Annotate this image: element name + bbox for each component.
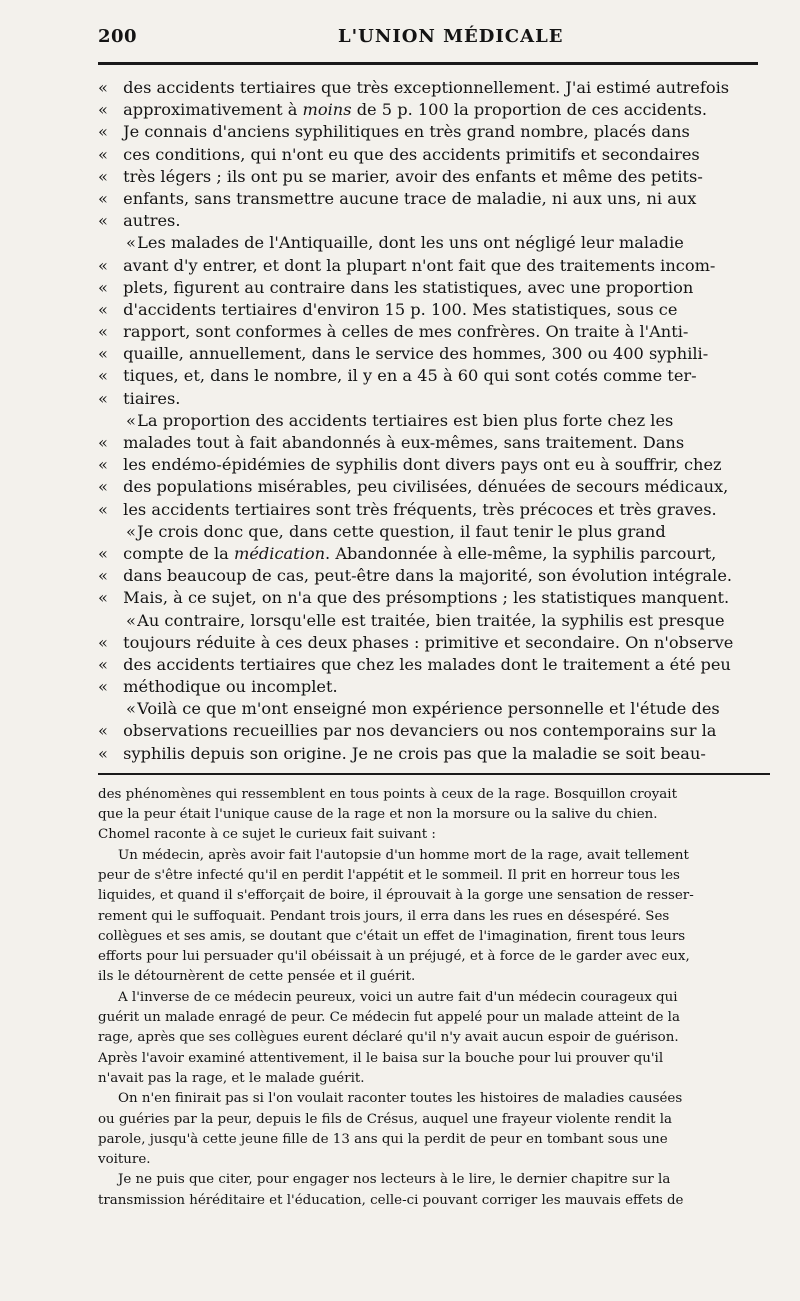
- quote-mark: «: [98, 566, 108, 586]
- line-text: Voilà ce que m'ont enseigné mon expérience personnelle et l'étude des: [137, 699, 720, 719]
- line-text: enfants, sans transmettre aucune trace de maladie, ni aux uns, ni aux: [123, 188, 697, 208]
- footnote-separator: [98, 773, 770, 775]
- note-line: transmission héréditaire et l'éducation, celle-ci pouvant corriger les mauvais effets de: [98, 1192, 684, 1208]
- note-line: Un médecin, après avoir fait l'autopsie d'un homme mort de la rage, avait tellement: [118, 847, 689, 863]
- line-text: plets, figurent au contraire dans les statistiques, avec une proportion: [123, 277, 694, 297]
- header-rule: [98, 62, 758, 65]
- note-line: rement qui le suffoquait. Pendant trois jours, il erra dans les rues en désespéré. Ses: [98, 908, 670, 924]
- note-line: collègues et ses amis, se doutant que c'était un effet de l'imagination, firent tous leurs: [98, 928, 686, 944]
- line-text: rapport, sont conformes à celles de mes confrères. On traite à l'Anti-: [123, 322, 689, 342]
- line-text: ces conditions, qui n'ont eu que des accidents primitifs et secondaires: [123, 144, 700, 164]
- note-line: Chomel raconte à ce sujet le curieux fait suivant :: [98, 827, 436, 843]
- text-line: [98, 521, 770, 543]
- quote-mark: «: [98, 277, 108, 297]
- line-text: toujours réduite à ces deux phases : primitive et secondaire. On n'observe: [123, 632, 734, 652]
- quote-mark: «: [98, 433, 108, 452]
- note-line: des phénomènes qui ressemblent en tous points à ceux de la rage. Bosquillon croyait: [98, 786, 677, 802]
- text-line: [98, 632, 770, 654]
- quote-mark: «: [98, 654, 108, 674]
- quote-mark: «: [126, 521, 136, 541]
- note-line: voiture.: [98, 1152, 151, 1168]
- note-line: Après l'avoir examiné attentivement, il le baisa sur la bouche pour lui prouver qu'il: [98, 1050, 664, 1066]
- note-line: Je ne puis que citer, pour engager nos lecteurs à le lire, le dernier chapitre sur la: [118, 1172, 671, 1188]
- text-line: [98, 587, 770, 609]
- quote-mark: «: [98, 477, 108, 497]
- text-line: [98, 144, 770, 166]
- line-text: quaille, annuellement, dans le service des hommes, 300 ou 400 syphili-: [123, 344, 709, 364]
- quote-mark: «: [98, 743, 108, 763]
- note-line: que la peur était l'unique cause de la rage et non la morsure ou la salive du chien.: [98, 807, 658, 823]
- text-line: [98, 388, 770, 410]
- text-line: [98, 499, 770, 521]
- line-text: Les malades de l'Antiquaille, dont les uns ont négligé leur maladie: [137, 233, 684, 253]
- text-line: [98, 365, 770, 387]
- quote-mark: «: [126, 610, 136, 630]
- note-line: efforts pour lui persuader qu'il obéissait à un préjugé, et à force de le garder avec eux,: [98, 949, 690, 965]
- line-text: approximativement à moins de 5 p. 100 la proportion de ces accidents.: [123, 100, 708, 120]
- line-text: dans beaucoup de cas, peut-être dans la majorité, son évolution intégrale.: [123, 566, 733, 586]
- text-line: [98, 410, 770, 432]
- text-line: [98, 188, 770, 210]
- quote-mark: «: [98, 211, 108, 231]
- journal-title: L'UNION MÉDICALE: [338, 26, 564, 47]
- quote-mark: «: [98, 122, 108, 142]
- text-line: [98, 698, 770, 720]
- main-text: [98, 77, 770, 765]
- line-text: très légers ; ils ont pu se marier, avoir des enfants et même des petits-: [123, 166, 703, 186]
- line-text: des populations misérables, peu civilisées, dénuées de secours médicaux,: [123, 477, 729, 497]
- text-line: [98, 232, 770, 254]
- line-text: La proportion des accidents tertiaires est bien plus forte chez les: [137, 410, 674, 430]
- text-line: [98, 77, 770, 99]
- line-text: avant d'y entrer, et dont la plupart n'ont fait que des traitements incom-: [123, 255, 716, 275]
- note-line: parole, jusqu'à cette jeune fille de 13 ans qui la perdit de peur en tombant sous une: [98, 1131, 668, 1147]
- line-text: compte de la médication. Abandonnée à elle-même, la syphilis parcourt,: [123, 543, 717, 563]
- line-text: des accidents tertiaires que très exceptionnellement. J'ai estimé autrefois: [123, 78, 730, 97]
- line-text: les endémo-épidémies de syphilis dont divers pays ont eu à souffrir, chez: [123, 455, 722, 475]
- line-text: malades tout à fait abandonnés à eux-mêmes, sans traitement. Dans: [123, 433, 685, 452]
- text-line: [98, 476, 770, 498]
- note-line: n'avait pas la rage, et le malade guérit.: [98, 1070, 365, 1086]
- text-line: [98, 166, 770, 188]
- text-line: [98, 99, 770, 121]
- text-line: [98, 321, 770, 343]
- quote-mark: «: [98, 632, 108, 652]
- quote-mark: «: [126, 410, 136, 430]
- line-text: Mais, à ce sujet, on n'a que des présomptions ; les statistiques manquent.: [123, 588, 730, 608]
- quote-mark: «: [98, 166, 108, 186]
- quote-mark: «: [126, 233, 136, 253]
- page-header: [98, 20, 770, 50]
- text-line: [98, 210, 770, 232]
- note-line: rage, après que ses collègues eurent déclaré qu'il n'y avait aucun espoir de guérison.: [98, 1030, 679, 1046]
- quote-mark: «: [98, 299, 108, 319]
- text-line: [98, 299, 770, 321]
- footnote-text: [98, 785, 770, 1211]
- line-text: Je crois donc que, dans cette question, il faut tenir le plus grand: [137, 521, 666, 541]
- quote-mark: «: [98, 344, 108, 364]
- line-text: méthodique ou incomplet.: [123, 677, 338, 697]
- quote-mark: «: [98, 677, 108, 697]
- line-text: tiques, et, dans le nombre, il y en a 45 à 60 qui sont cotés comme ter-: [123, 366, 697, 386]
- line-text: des accidents tertiaires que chez les malades dont le traitement a été peu: [123, 654, 731, 674]
- quote-mark: «: [98, 588, 108, 608]
- text-line: [98, 654, 770, 676]
- text-line: [98, 454, 770, 476]
- text-line: [98, 277, 770, 299]
- quote-mark: «: [98, 322, 108, 342]
- text-line: [98, 743, 770, 765]
- text-line: [98, 343, 770, 365]
- note-line: ou guéries par la peur, depuis le fils de Crésus, auquel une frayeur violente rendit la: [98, 1111, 673, 1127]
- quote-mark: «: [98, 100, 108, 120]
- quote-mark: «: [98, 455, 108, 475]
- line-text: Je connais d'anciens syphilitiques en très grand nombre, placés dans: [123, 122, 690, 142]
- quote-mark: «: [98, 144, 108, 164]
- note-line: A l'inverse de ce médecin peureux, voici un autre fait d'un médecin courageux qui: [118, 989, 678, 1005]
- line-text: tiaires.: [123, 388, 181, 408]
- note-line: On n'en finirait pas si l'on voulait raconter toutes les histoires de maladies causées: [118, 1091, 683, 1107]
- text-line: [98, 610, 770, 632]
- quote-mark: «: [126, 699, 136, 719]
- line-text: les accidents tertiaires sont très fréquents, très précoces et très graves.: [123, 499, 717, 519]
- quote-mark: «: [98, 721, 108, 741]
- note-line: peur de s'être infecté qu'il en perdit l'appétit et le sommeil. Il prit en horreur tous les: [98, 868, 680, 883]
- text-line: [98, 565, 770, 587]
- line-text: Au contraire, lorsqu'elle est traitée, bien traitée, la syphilis est presque: [137, 610, 725, 630]
- quote-mark: «: [98, 499, 108, 519]
- line-text: syphilis depuis son origine. Je ne crois pas que la maladie se soit beau-: [123, 743, 706, 763]
- note-line: ils le détournèrent de cette pensée et il guérit.: [98, 969, 416, 985]
- note-line: guérit un malade enragé de peur. Ce médecin fut appelé pour un malade atteint de la: [98, 1010, 680, 1026]
- text-line: [98, 720, 770, 742]
- quote-mark: «: [98, 543, 108, 563]
- text-line: [98, 543, 770, 565]
- text-line: [98, 121, 770, 143]
- line-text: autres.: [123, 211, 181, 231]
- quote-mark: «: [98, 188, 108, 208]
- quote-mark: «: [98, 255, 108, 275]
- text-line: [98, 432, 770, 454]
- quote-mark: «: [98, 366, 108, 386]
- line-text: observations recueillies par nos devanciers ou nos contemporains sur la: [123, 721, 717, 741]
- page-number: 200: [98, 26, 138, 47]
- note-line: liquides, et quand il s'efforçait de boire, il éprouvait à la gorge une sensation de resser-: [98, 888, 694, 904]
- quote-mark: «: [98, 388, 108, 408]
- line-text: d'accidents tertiaires d'environ 15 p. 100. Mes statistiques, sous ce: [123, 299, 678, 319]
- quote-mark: «: [98, 78, 108, 97]
- text-line: [98, 255, 770, 277]
- text-line: [98, 676, 770, 698]
